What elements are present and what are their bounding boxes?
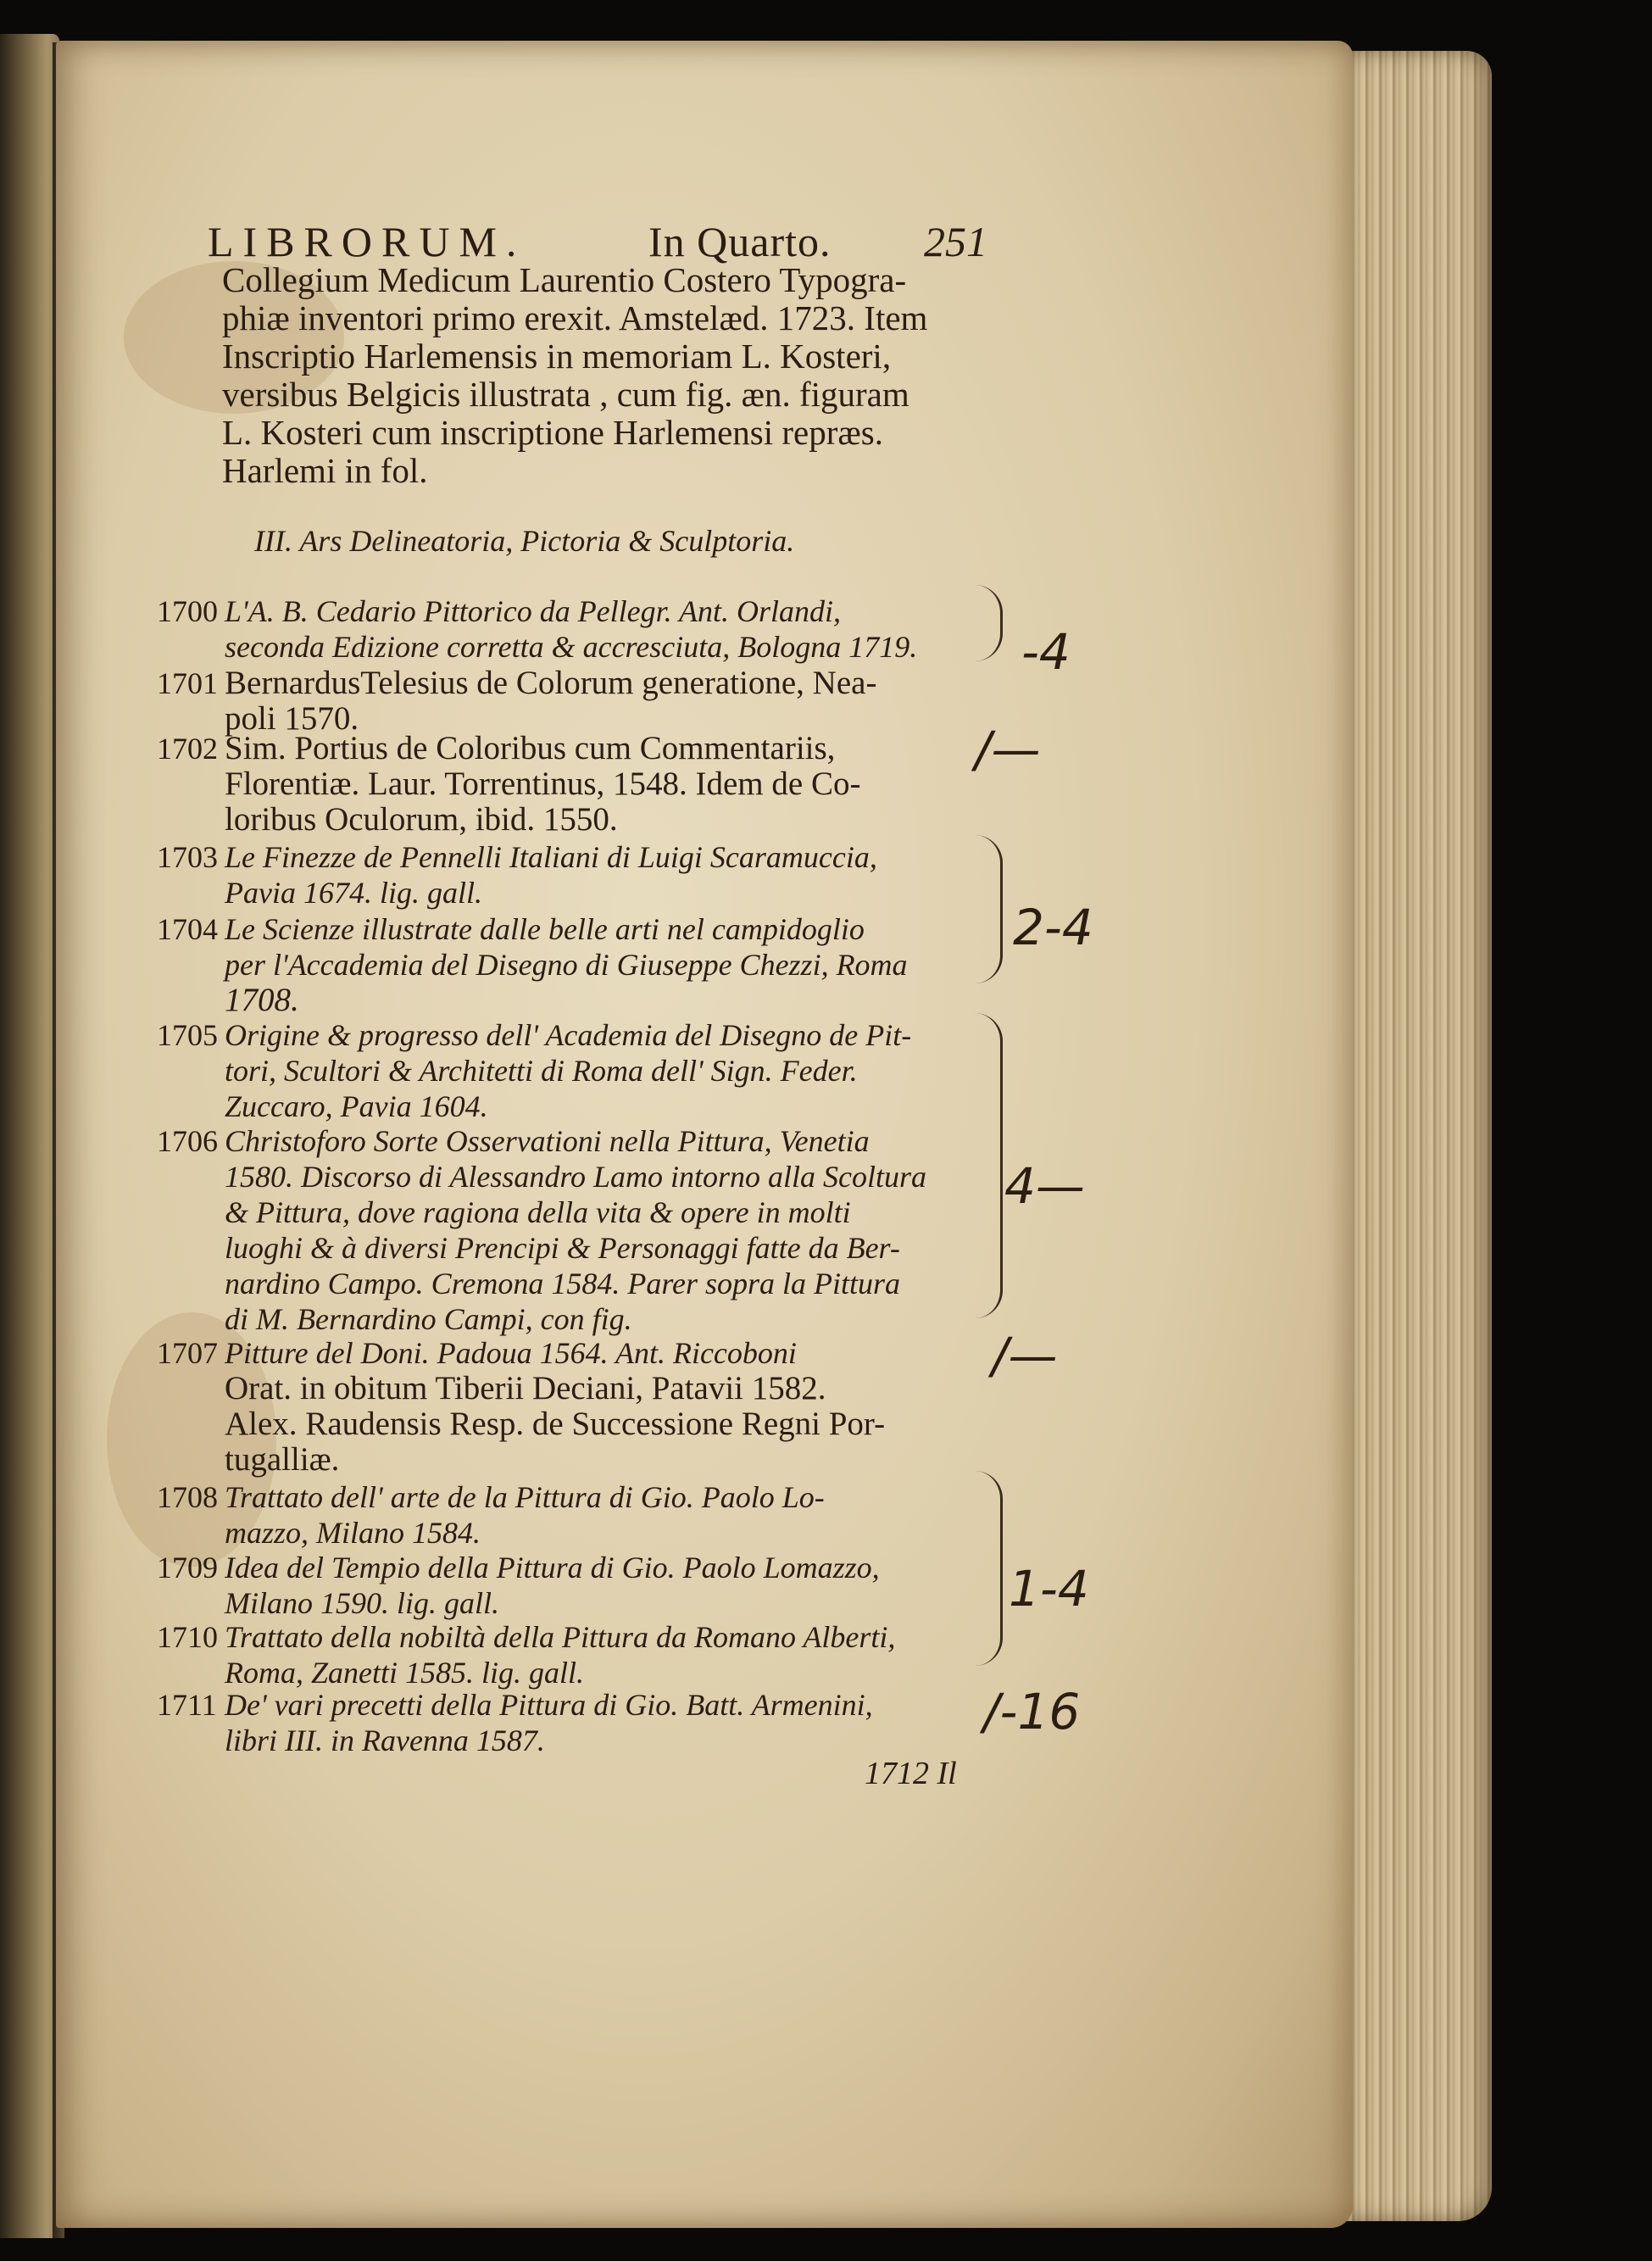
entry-number: 1702: [157, 732, 218, 766]
page-number: 251: [924, 218, 987, 265]
entry-number: 1711: [157, 1688, 217, 1722]
prelude-line: Collegium Medicum Laurentio Costero Typogra-: [222, 260, 907, 299]
prelude-line: phiæ inventori primo erexit. Amstelæd. 1723. Item: [222, 298, 928, 337]
running-title: LIBRORUM.: [208, 218, 526, 265]
entry-line: De' vari precetti della Pittura di Gio. Batt. Armenini,: [225, 1688, 873, 1722]
entry-number: 1701: [157, 666, 218, 700]
entry-line: loribus Oculorum, ibid. 1550.: [225, 801, 618, 838]
entry-line: Origine & progresso dell' Academia del Disegno de Pit-: [225, 1018, 912, 1052]
prelude-line: versibus Belgicis illustrata , cum fig. æn. figuram: [222, 375, 909, 414]
entry-number: 1700: [157, 594, 218, 628]
section-heading: III. Ars Delineatoria, Pictoria & Sculptoria.: [254, 524, 795, 558]
hand-brace: [975, 1471, 1003, 1666]
entry-line: Zuccaro, Pavia 1604.: [225, 1089, 488, 1123]
entry-line: libri III. in Ravenna 1587.: [225, 1724, 545, 1757]
entry-line: & Pittura, dove ragiona della vita & opere in molti: [225, 1195, 851, 1229]
price-annotation: -4: [1021, 623, 1071, 681]
entry-line: 1708.: [225, 982, 299, 1018]
entry-line: tugalliæ.: [225, 1441, 340, 1478]
entry-number: 1710: [157, 1620, 218, 1654]
entry-line: Alex. Raudensis Resp. de Successione Regni Por-: [225, 1406, 886, 1442]
format-label: In Quarto.: [648, 218, 832, 265]
entry-line: Roma, Zanetti 1585. lig. gall.: [225, 1656, 585, 1690]
entry-line: poli 1570.: [225, 700, 359, 737]
prelude-line: Inscriptio Harlemensis in memoriam L. Kosteri,: [222, 337, 892, 376]
entry-number: 1704: [157, 912, 218, 946]
hand-brace: [975, 1013, 1003, 1318]
entry-line: per l'Accademia del Disegno di Giuseppe Chezzi, Roma: [225, 948, 908, 982]
entry-line: seconda Edizione corretta & accresciuta, Bologna 1719.: [225, 630, 918, 664]
hand-brace: [975, 835, 1003, 983]
catchword: 1712 Il: [865, 1756, 957, 1791]
entry-line: nardino Campo. Cremona 1584. Parer sopra la Pittura: [225, 1267, 901, 1300]
entry-line: Pitture del Doni. Padoua 1564. Ant. Riccoboni: [225, 1336, 797, 1370]
entry-line: mazzo, Milano 1584.: [225, 1516, 481, 1550]
prelude-paragraph: [222, 261, 1002, 490]
entry-line: Sim. Portius de Coloribus cum Commentariis,: [225, 730, 836, 766]
price-annotation: 2-4: [1013, 899, 1093, 956]
entry-line: L'A. B. Cedario Pittorico da Pellegr. Ant. Orlandi,: [225, 594, 842, 628]
entry-line: Idea del Tempio della Pittura di Gio. Paolo Lomazzo,: [225, 1551, 880, 1584]
entry-line: BernardusTelesius de Colorum generatione, Nea-: [225, 665, 877, 701]
entry-line: di M. Bernardino Campi, con fig.: [225, 1302, 632, 1336]
entry-line: Orat. in obitum Tiberii Deciani, Patavii 1582.: [225, 1370, 826, 1406]
entry-number: 1705: [157, 1018, 218, 1052]
entry-line: luoghi & à diversi Prencipi & Personaggi fatte da Ber-: [225, 1231, 900, 1265]
prelude-line: L. Kosteri cum inscriptione Harlemensi repræs.: [222, 413, 883, 452]
entry-line: Milano 1590. lig. gall.: [225, 1586, 499, 1620]
entry-line: Pavia 1674. lig. gall.: [225, 876, 482, 910]
entry-line: tori, Scultori & Architetti di Roma dell' Sign. Feder.: [225, 1054, 858, 1088]
entry-line: 1580. Discorso di Alessandro Lamo intorno alla Scoltura: [225, 1160, 927, 1194]
entry-line: Trattato dell' arte de la Pittura di Gio. Paolo Lo-: [225, 1480, 825, 1514]
price-annotation: /—: [992, 1327, 1058, 1384]
entry-number: 1708: [157, 1480, 218, 1514]
entry-line: Florentiæ. Laur. Torrentinus, 1548. Idem de Co-: [225, 766, 861, 802]
entry-line: Trattato della nobiltà della Pittura da Romano Alberti,: [225, 1620, 896, 1654]
price-annotation: 4—: [1004, 1157, 1085, 1215]
entry-number: 1703: [157, 840, 218, 874]
entry-line: Le Finezze de Pennelli Italiani di Luigi Scaramuccia,: [225, 840, 877, 874]
entry-line: Le Scienze illustrate dalle belle arti nel campidoglio: [225, 912, 865, 946]
entry-number: 1707: [157, 1336, 218, 1370]
price-annotation: 1-4: [1009, 1560, 1089, 1618]
price-annotation: /-16: [983, 1683, 1081, 1740]
price-annotation: /—: [975, 721, 1041, 778]
entry-number: 1709: [157, 1551, 218, 1584]
left-page-edge: [0, 34, 59, 2238]
entry-line: Christoforo Sorte Osservationi nella Pittura, Venetia: [225, 1124, 870, 1158]
prelude-line: Harlemi in fol.: [222, 451, 428, 490]
entry-number: 1706: [157, 1124, 218, 1158]
